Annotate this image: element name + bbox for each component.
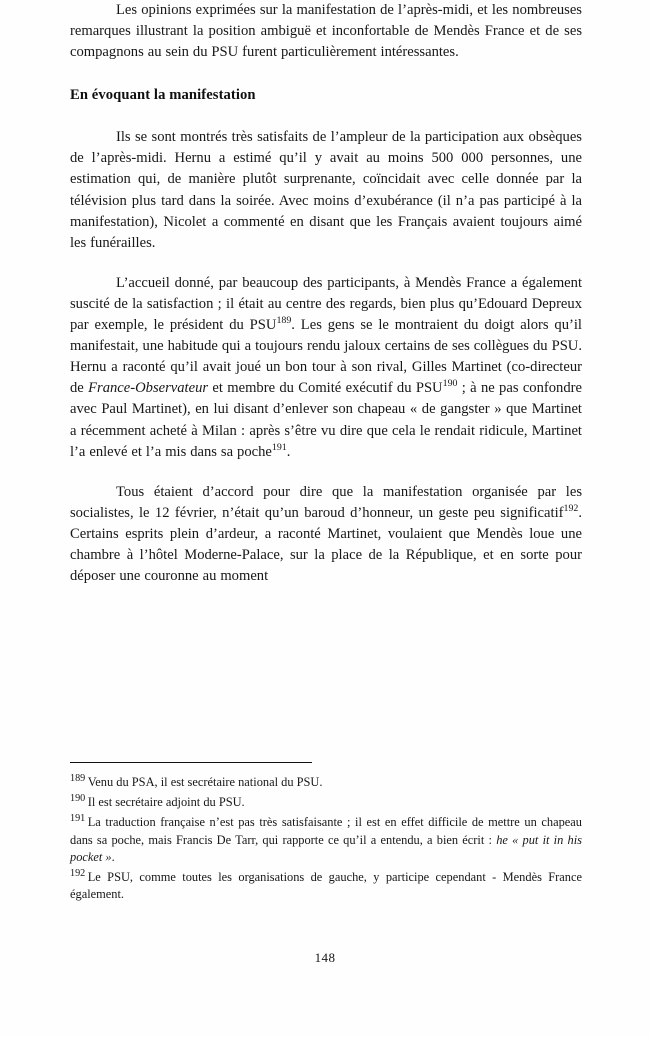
paragraph-3-text-3: et membre du Comité exécutif du PSU [208,380,443,397]
paragraph-3-text-4: ; à ne pas confondre avec Paul Martinet), en lui disant d’enlever son chapeau « de gangster » que Martinet a récemment acheté à Milan : après s’être vu dire que cela le rendait ridicule, Martinet l’a enlevé et l’a mis dans sa poche [70,380,582,460]
paragraph-4 [70,482,582,587]
footnote-separator-rule [70,762,312,763]
section-heading: En évoquant la manifestation [70,87,256,104]
paragraph-3 [70,273,582,463]
footnote-marker-192[interactable]: 192 [563,502,579,514]
paragraph-3-text-2: . Les gens se le montraient du doigt alors qu’il manifestait, une habitude qui a toujours rendu jaloux certains de ses collègues du PSU. Hernu a raconté qu’il avait joué un bon tour à son rival, Gilles Martinet (co-directeur de [70,317,582,397]
paragraph-3-text-1: L’accueil donné, par beaucoup des participants, à Mendès France a également suscité de la satisfaction ; il était au centre des regards, bien plus qu’Edouard Depreux par exemple, le président du PSU [70,274,582,334]
page-body-content [70,0,582,587]
footnote-191-italic-quote: he « put it in his pocket » [70,832,582,864]
page-number: 148 [314,950,336,965]
footnote-marker-190[interactable]: 190 [442,378,458,390]
footnote-192-number: 192 [70,867,86,879]
footnote-192-text: Le PSU, comme toutes les organisations de gauche, y participe cependant - Mendès France également. [70,870,582,902]
paragraph-2: Ils se sont montrés très satisfaits de l’ampleur de la participation aux obsèques de l’après-midi. Hernu a estimé qu’il y avait au moins 500 000 personnes, une estimation qui, de manière plutôt surprenante, coïncidait avec celle donnée par la télévision plus tard dans la soirée. Avec moins d’exubérance (il n’a pas participé à la manifestation), Nicolet a commenté en disant que les Français avaient toujours aimé les funérailles. [70,129,582,251]
paragraph-3-italic-title: France-Observateur [88,380,209,397]
paragraph-4-text-2: . Certains esprits plein d’ardeur, a raconté Martinet, voulaient que Mendès loue une chambre à l’hôtel Moderne-Palace, sur la place de la République, et en sorte pour déposer une couronne au moment [70,504,582,585]
paragraph-1: Les opinions exprimées sur la manifestation de l’après-midi, et les nombreuses remarques illustrant la position ambiguë et inconfortable de Mendès France et de ses compagnons au sein du PSU furent particulièrement intéressantes. [70,2,582,61]
footnote-191-number: 191 [70,813,86,825]
footnotes-section [70,762,582,906]
paragraph-3-text-5: . [286,443,291,460]
footnote-189 [70,774,582,791]
paragraph-4-text-1: Tous étaient d’accord pour dire que la manifestation organisée par les socialistes, le 12 février, n’était qu’un baroud d’honneur, un geste peu significatif [70,483,582,521]
footnote-190-number: 190 [70,793,86,805]
footnote-191 [70,814,582,866]
footnote-191-text-2: . [111,849,115,864]
footnote-marker-189[interactable]: 189 [276,315,292,327]
footnote-189-text: Venu du PSA, il est secrétaire national du PSU. [87,775,323,789]
footnote-189-number: 189 [70,772,86,784]
footnote-191-text-1: La traduction française n’est pas très satisfaisante ; il est en effet difficile de mettre un chapeau dans sa poche, mais Francis De Tarr, qui rapporte ce qu’il a entendu, a bien écrit : [70,815,582,847]
footnote-192 [70,869,582,903]
footnote-190 [70,794,582,811]
footnote-190-text: Il est secrétaire adjoint du PSU. [87,795,245,810]
footnote-marker-191[interactable]: 191 [271,441,287,453]
